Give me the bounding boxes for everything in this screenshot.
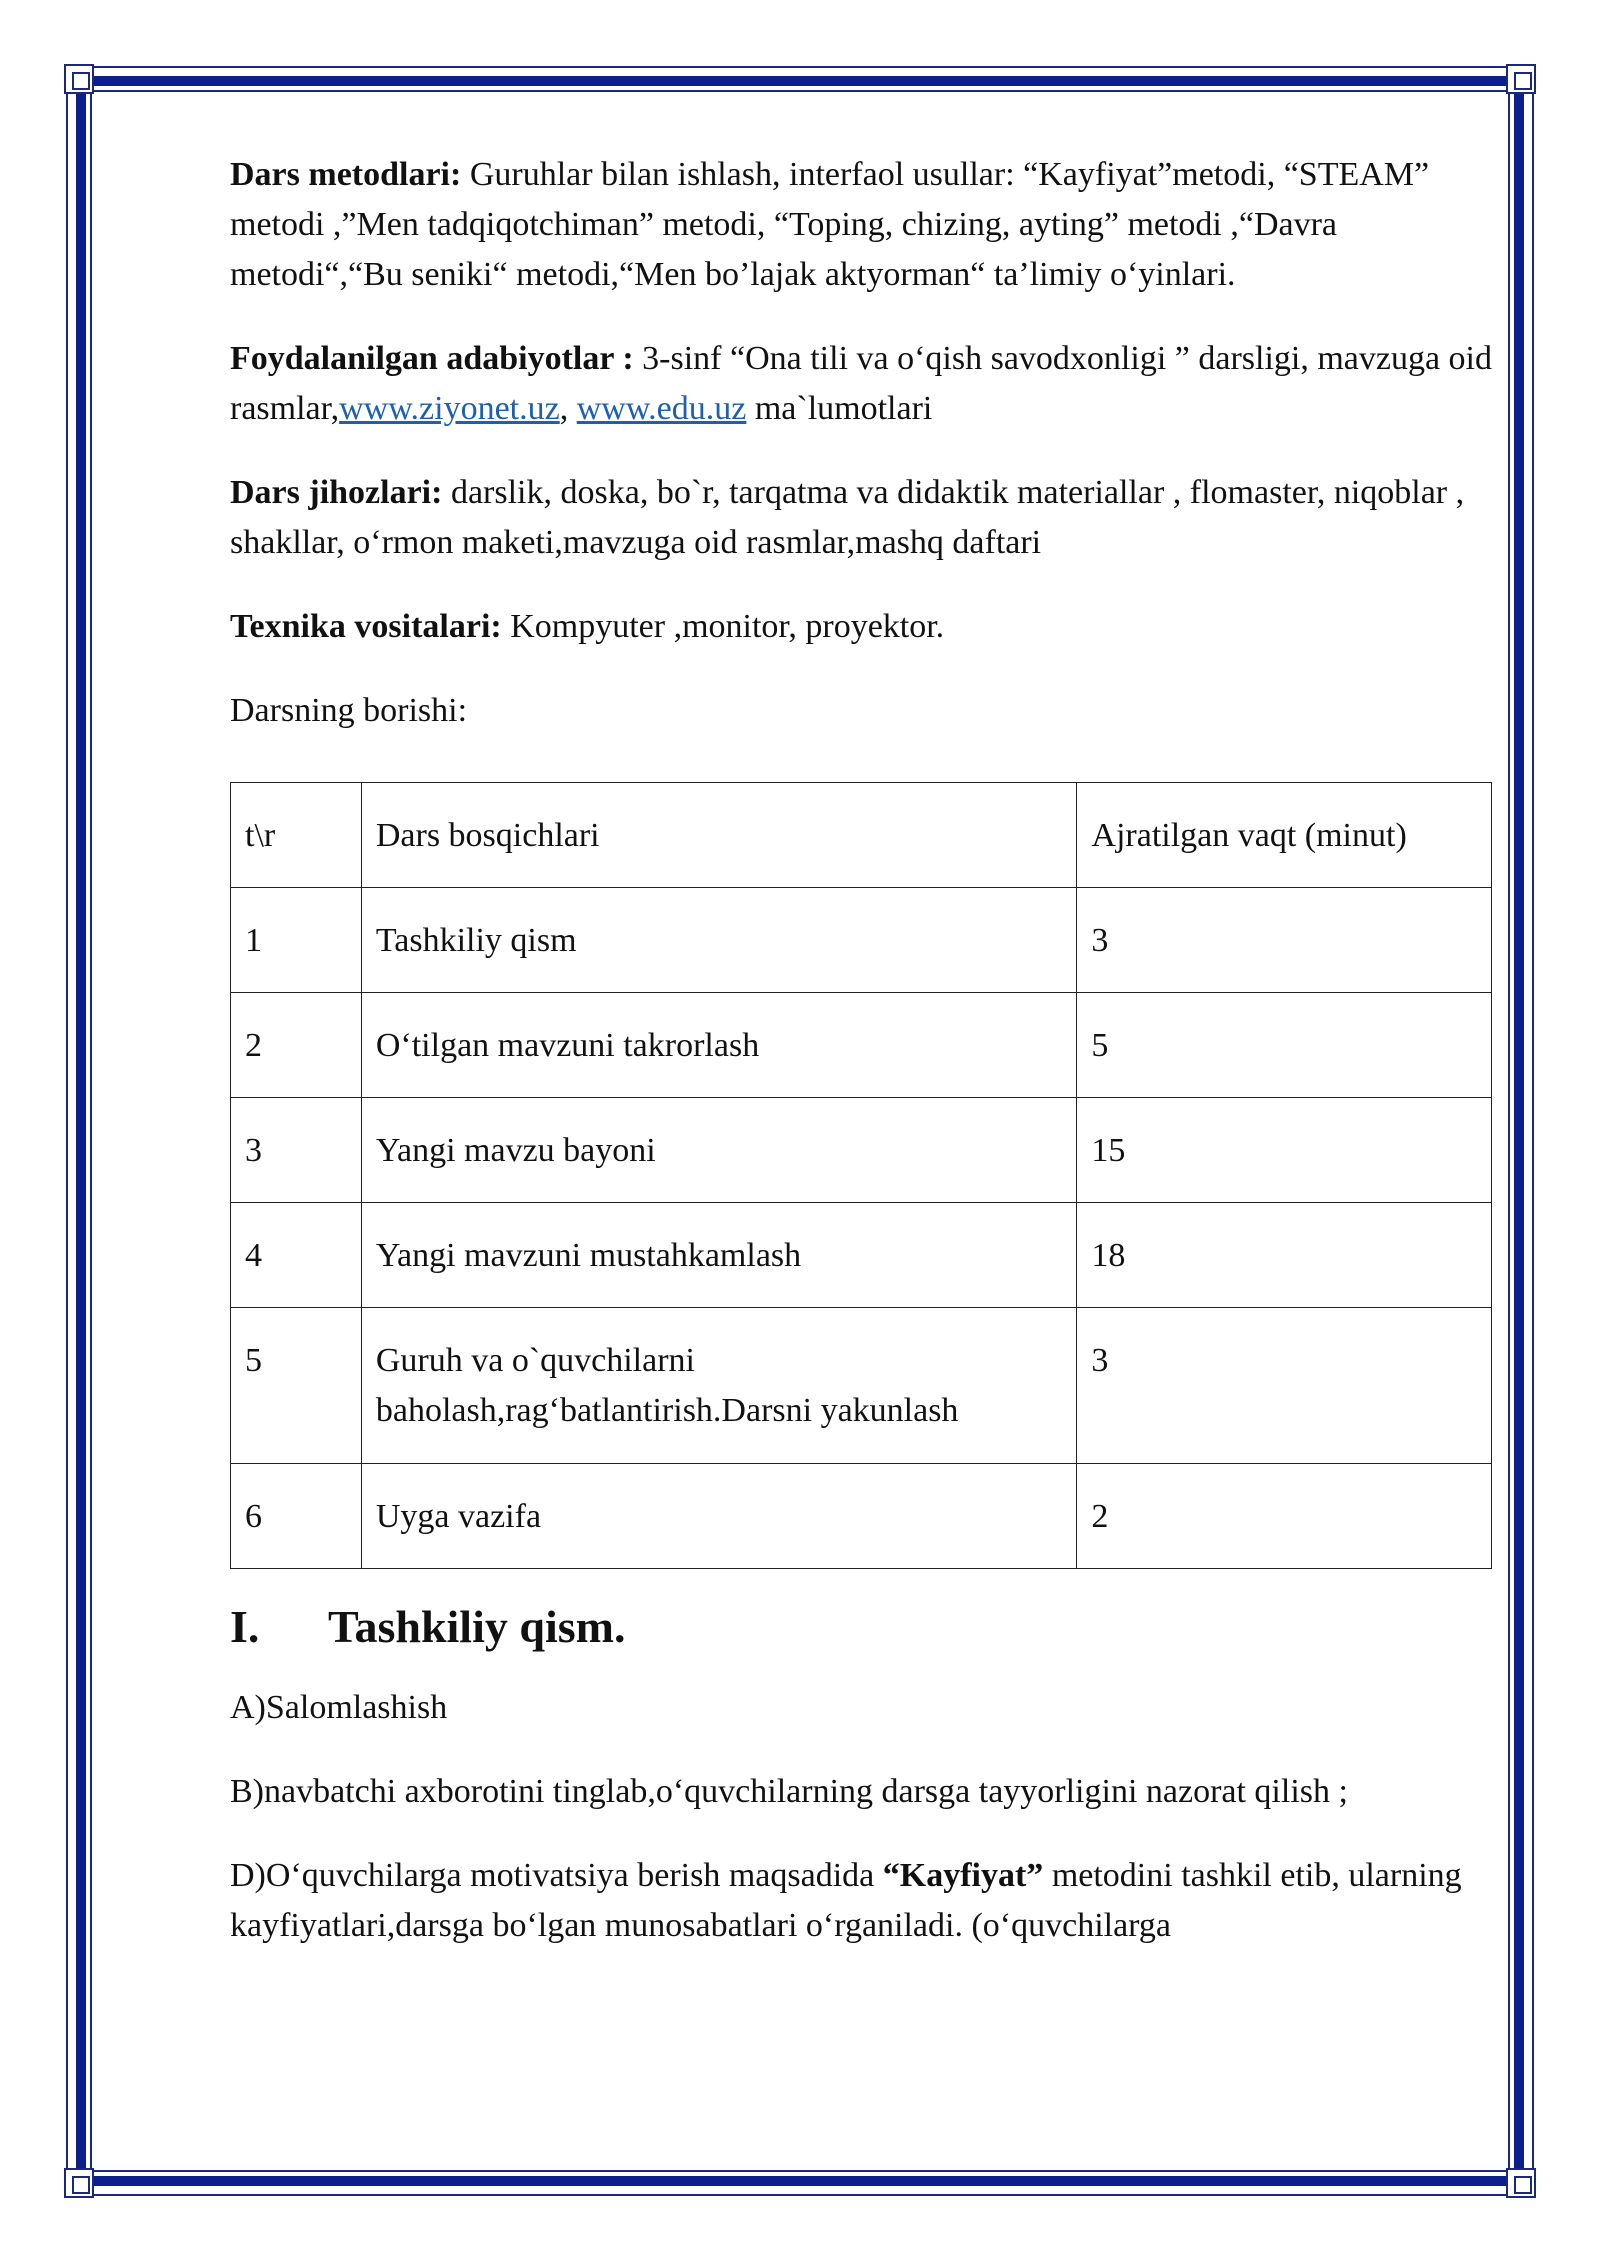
equipment-paragraph	[230, 468, 1500, 568]
table-cell: 4	[231, 1203, 362, 1308]
item-d-method: “Kayfiyat”	[882, 1857, 1044, 1894]
border-corner-ornament	[1506, 2168, 1536, 2198]
section-heading	[230, 1597, 1500, 1657]
table-cell: Tashkiliy qism	[361, 888, 1077, 993]
table-cell: 3	[1077, 888, 1492, 993]
table-cell: 2	[231, 993, 362, 1098]
item-a: A)Salomlashish	[230, 1689, 448, 1726]
item-d	[230, 1851, 1500, 1951]
link-separator: ,	[559, 390, 577, 427]
table-cell: 15	[1077, 1098, 1492, 1203]
table-cell: 2	[1077, 1464, 1492, 1569]
section-number: I.	[230, 1601, 260, 1652]
table-cell: Uyga vazifa	[361, 1464, 1077, 1569]
lesson-plan-table	[230, 782, 1492, 1569]
literature-label: Foydalanilgan adabiyotlar :	[230, 340, 634, 377]
table-row	[231, 1308, 1492, 1464]
table-cell: 5	[1077, 993, 1492, 1098]
edu-link[interactable]: www.edu.uz	[576, 390, 747, 427]
table-cell: 3	[231, 1098, 362, 1203]
table-cell: Yangi mavzuni mustahkamlash	[361, 1203, 1077, 1308]
ziyonet-link[interactable]: www.ziyonet.uz	[339, 390, 560, 427]
equipment-label: Dars jihozlari:	[230, 474, 443, 511]
table-row	[231, 1203, 1492, 1308]
table-cell: 18	[1077, 1203, 1492, 1308]
table-cell: 6	[231, 1464, 362, 1569]
table-header-cell: t\r	[231, 783, 362, 888]
equipment-text: darslik, doska, bo`r, tarqatma va didaktik materiallar , flomaster, niqoblar , shakllar, o‘rmon maketi,mavzuga oid rasmlar,mashq daftari	[230, 474, 1465, 561]
progress-label: Darsning borishi:	[230, 692, 468, 729]
table-row	[231, 1464, 1492, 1569]
methods-paragraph	[230, 150, 1500, 300]
technical-text: Kompyuter ,monitor, proyektor.	[501, 608, 945, 645]
methods-text: Guruhlar bilan ishlash, interfaol usullar: “Kayfiyat”metodi, “STEAM” metodi ,”Men tadqiqotchiman” metodi, “Toping, chizing, ayting” metodi ,“Davra metodi“,“Bu seniki“ metodi,“Men bo’lajak aktyorman“ ta’limiy o‘yinlari.	[230, 156, 1430, 293]
table-cell: 1	[231, 888, 362, 993]
literature-text: 3-sinf “Ona tili va o‘qish savodxonligi ” darsligi, mavzuga oid rasmlar,	[230, 340, 1493, 427]
table-row	[231, 1098, 1492, 1203]
item-d-text-end: metodini tashkil etib, ularning kayfiyatlari,darsga bo‘lgan munosabatlari o‘rganiladi. (o‘quvchilarga	[230, 1857, 1462, 1944]
technical-paragraph	[230, 602, 1500, 652]
border-corner-ornament	[64, 2168, 94, 2198]
item-d-text: D)O‘quvchilarga motivatsiya berish maqsadida	[230, 1857, 883, 1894]
table-header-cell: Dars bosqichlari	[361, 783, 1077, 888]
table-cell: 3	[1077, 1308, 1492, 1464]
technical-label: Texnika vositalari:	[230, 608, 502, 645]
table-header-row	[231, 783, 1492, 888]
table-cell: Yangi mavzu bayoni	[361, 1098, 1077, 1203]
methods-label: Dars metodlari:	[230, 156, 462, 193]
literature-text-end: ma`lumotlari	[746, 390, 933, 427]
border-corner-ornament	[64, 64, 94, 94]
document-body	[230, 150, 1500, 1985]
table-row	[231, 888, 1492, 993]
table-row	[231, 993, 1492, 1098]
literature-paragraph	[230, 334, 1500, 434]
table-header-cell: Ajratilgan vaqt (minut)	[1077, 783, 1492, 888]
table-cell: O‘tilgan mavzuni takrorlash	[361, 993, 1077, 1098]
table-cell: 5	[231, 1308, 362, 1464]
item-b: B)navbatchi axborotini tinglab,o‘quvchilarning darsga tayyorligini nazorat qilish ;	[230, 1773, 1348, 1810]
table-cell: Guruh va o`quvchilarni baholash,rag‘batlantirish.Darsni yakunlash	[361, 1308, 1077, 1464]
section-title: Tashkiliy qism.	[328, 1601, 626, 1652]
border-corner-ornament	[1506, 64, 1536, 94]
